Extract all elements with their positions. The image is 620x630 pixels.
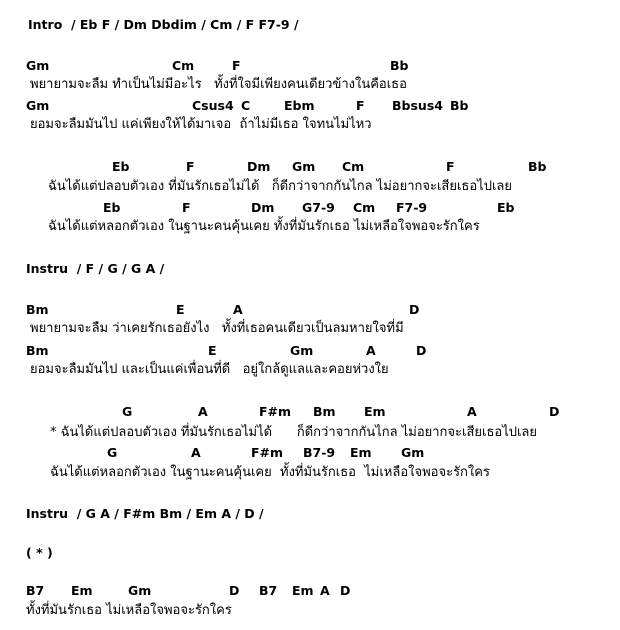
- instru-line: Instru / G A / F#m Bm / Em A / D /: [26, 506, 264, 521]
- chord: F#m: [259, 404, 292, 419]
- chord: A: [198, 404, 208, 419]
- chord: A: [467, 404, 477, 419]
- chord: Cm: [353, 200, 376, 215]
- chord: Gm: [292, 159, 316, 174]
- chord: Bb: [450, 98, 469, 113]
- chord: Eb: [112, 159, 130, 174]
- instru-line: Instru / F / G / G A /: [26, 261, 165, 276]
- chord: Em: [71, 583, 93, 598]
- lyric-line: พยายามจะลืม ว่าเคยรักเธอยังไง ทั้งที่เธอคนเดียวเป็นลมหายใจที่มี: [30, 321, 404, 336]
- chord: A: [233, 302, 243, 317]
- chord: C: [241, 98, 251, 113]
- chord: Gm: [26, 98, 50, 113]
- chord: F: [182, 200, 191, 215]
- chord: A: [191, 445, 201, 460]
- chord: A: [366, 343, 376, 358]
- chord: E: [176, 302, 185, 317]
- chord: Gm: [128, 583, 152, 598]
- chord: Gm: [26, 58, 50, 73]
- lyric-line: พยายามจะลืม ทำเป็นไม่มีอะไร ทั้งที่ใจมีเพียงคนเดียวข้างในคือเธอ: [30, 77, 407, 92]
- chord: F#m: [251, 445, 284, 460]
- chord: F: [446, 159, 455, 174]
- chord: F: [232, 58, 241, 73]
- chord: Csus4: [192, 98, 234, 113]
- chord: E: [208, 343, 217, 358]
- chord: Ebm: [284, 98, 315, 113]
- chord: Cm: [342, 159, 365, 174]
- chord: Cm: [172, 58, 195, 73]
- chord: Bbsus4: [392, 98, 443, 113]
- chord: D: [416, 343, 427, 358]
- intro-line: Intro / Eb F / Dm Dbdim / Cm / F F7-9 /: [28, 17, 299, 32]
- chord: B7-9: [303, 445, 336, 460]
- chord: Bm: [26, 343, 49, 358]
- lyric-line: ยอมจะลืมมันไป แค่เพียงให้ได้มาเจอ ถ้าไม่มีเธอ ใจทนไม่ไหว: [30, 117, 372, 132]
- chord: D: [340, 583, 351, 598]
- chord: F: [186, 159, 195, 174]
- chord: B7: [259, 583, 278, 598]
- chord: D: [549, 404, 560, 419]
- chord: Em: [350, 445, 372, 460]
- chord: Dm: [251, 200, 275, 215]
- chord: G: [107, 445, 118, 460]
- chord: Em: [292, 583, 314, 598]
- lyric-line: ทั้งที่มันรักเธอ ไม่เหลือใจพอจะรักใคร: [26, 603, 232, 618]
- lyric-line: ยอมจะลืมมันไป และเป็นแค่เพื่อนที่ดี อยู่ใกล้ดูแลและคอยห่วงใย: [30, 362, 389, 377]
- chord: A: [320, 583, 330, 598]
- lyric-line: ฉันได้แต่หลอกตัวเอง ในฐานะคนคุ้นเคย ทั้งที่มันรักเธอ ไม่เหลือใจพอจะรักใคร: [48, 219, 480, 234]
- chord: Bm: [313, 404, 336, 419]
- chord: Bb: [390, 58, 409, 73]
- repeat-marker: ( * ): [26, 545, 53, 560]
- chord: D: [409, 302, 420, 317]
- chord: Bm: [26, 302, 49, 317]
- lyric-line: ฉันได้แต่หลอกตัวเอง ในฐานะคนคุ้นเคย ทั้งที่มันรักเธอ ไม่เหลือใจพอจะรักใคร: [50, 465, 490, 480]
- chord: Gm: [290, 343, 314, 358]
- chord: Em: [364, 404, 386, 419]
- chord: Bb: [528, 159, 547, 174]
- chord: D: [229, 583, 240, 598]
- lyric-line: ฉันได้แต่ปลอบตัวเอง ที่มันรักเธอไม่ได้ ก็ดีกว่าจากกันไกล ไม่อยากจะเสียเธอไปเลย: [48, 179, 512, 194]
- chord: Eb: [103, 200, 121, 215]
- chord: G: [122, 404, 133, 419]
- chord: Dm: [247, 159, 271, 174]
- chord: F7-9: [396, 200, 428, 215]
- chord: B7: [26, 583, 45, 598]
- chord: G7-9: [302, 200, 335, 215]
- chord: Gm: [401, 445, 425, 460]
- chord: F: [356, 98, 365, 113]
- chord: Eb: [497, 200, 515, 215]
- lyric-line: * ฉันได้แต่ปลอบตัวเอง ที่มันรักเธอไม่ได้ ก็ดีกว่าจากกันไกล ไม่อยากจะเสียเธอไปเลย: [50, 425, 538, 440]
